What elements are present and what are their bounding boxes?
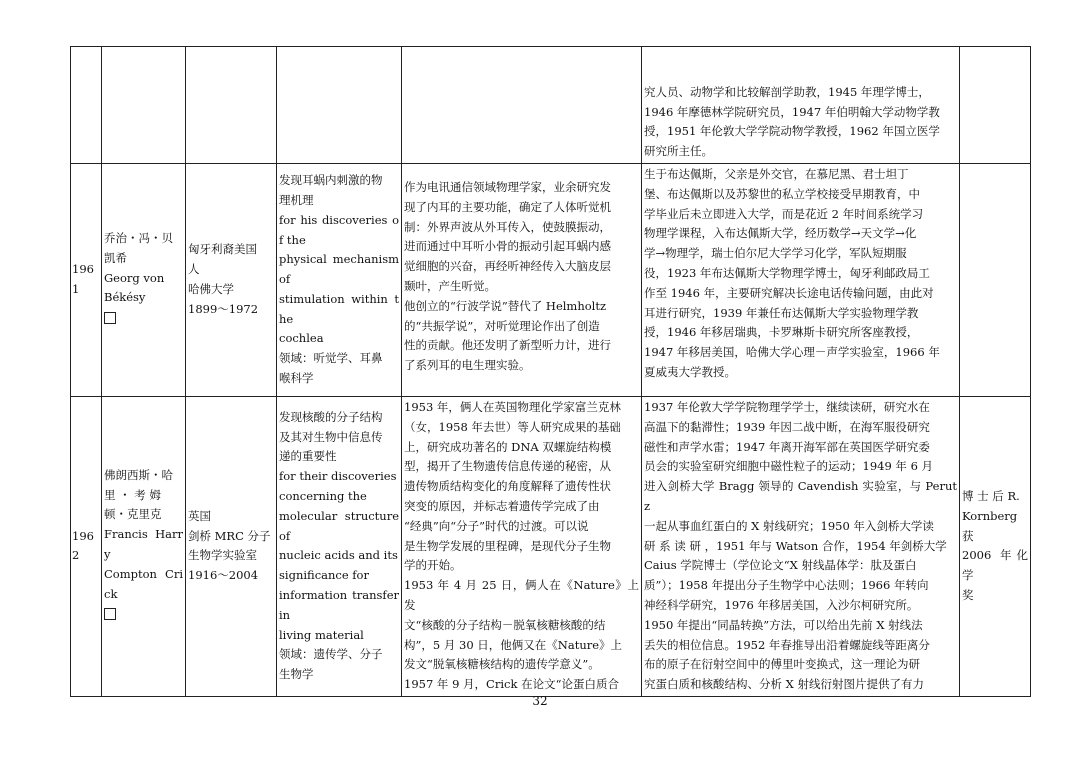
text-line: 授，1951 年伦敦大学学院动物学教授，1962 年国立医学 — [644, 124, 940, 139]
contribution-cell — [402, 164, 642, 397]
text-line: 乔治・冯・贝 — [104, 231, 173, 245]
table-row — [71, 47, 1031, 164]
text-line: 学→物理学，瑞士伯尔尼大学学习化学，军队短期服 — [644, 246, 907, 261]
text-line: 生物学 — [279, 667, 314, 682]
text-line: 型，揭开了生物遗传信息传递的秘密，从 — [404, 459, 611, 474]
text-line: 1953 年，俩人在英国物理化学家富兰克林 — [404, 400, 621, 414]
text-line: 质”）；1958 年提出分子生物学中心法则；1966 年转向 — [644, 578, 929, 593]
text-line: 顿・克里克 — [104, 507, 162, 522]
text-line: 物理学课程，入布达佩斯大学，经历数学→天文学→化 — [644, 226, 917, 241]
contribution-cell — [402, 47, 642, 164]
note-cell — [960, 47, 1031, 164]
laureate-name-cell — [102, 47, 186, 164]
text-line: significance for — [279, 568, 369, 583]
text-line: 性的贡献。他还发明了新型听力计，进行 — [404, 338, 611, 353]
text-line: 1899～1972 — [188, 301, 259, 316]
text-line: 作至 1946 年，主要研究解决长途电话传输问题，由此对 — [644, 285, 934, 300]
text-line: “经典”向“分子”时代的过渡。可以说 — [404, 518, 589, 533]
text-line: molecular structure of — [279, 508, 399, 543]
text-line: 发现核酸的分子结构 — [279, 409, 383, 424]
text-line: 博 士 后 R. — [962, 489, 1020, 504]
page-number: 32 — [532, 694, 548, 708]
text-line: 员会的实验室研究细胞中磁性粒子的运动；1949 年 6 月 — [644, 459, 934, 474]
text-line: 1957 年 9 月，Crick 在论文“论蛋白质合 — [404, 677, 619, 692]
checkbox-square-icon — [104, 312, 116, 324]
text-line: Francis Harry — [104, 527, 183, 561]
text-line: concerning the — [279, 489, 367, 504]
text-line: 学的开始。 — [404, 558, 462, 573]
text-line: 研究所主任。 — [644, 144, 713, 159]
text-line: 里 ・ 考 姆 — [104, 487, 161, 502]
laureate-name-cell — [102, 397, 186, 697]
text-line: physical mechanism of — [279, 252, 399, 287]
text-line: Georg von — [104, 270, 165, 285]
text-line: 发文“脱氧核糖核结构的遗传学意义”。 — [404, 657, 600, 672]
text-line: 上，研究成功著名的 DNA 双螺旋结构模 — [404, 439, 612, 454]
table-row — [71, 164, 1031, 397]
text-line: 一起从事血红蛋白的 X 射线研究；1950 年入剑桥大学读 — [644, 518, 934, 533]
text-line: 1946 年摩德林学院研究员，1947 年伯明翰大学动物学教 — [644, 104, 940, 119]
text-line: 突变的原因，并标志着遗传学完成了由 — [404, 498, 600, 513]
contribution-cell — [402, 397, 642, 697]
text-line: 匈牙利裔美国 — [188, 242, 257, 257]
nobel-laureates-table — [70, 46, 1031, 697]
text-line: 2006 年化学 — [962, 548, 1028, 583]
note-cell — [960, 164, 1031, 397]
text-line: 佛朗西斯・哈 — [104, 467, 173, 482]
text-line: 制：外界声波从外耳传入，使鼓膜振动， — [404, 219, 611, 234]
text-line: 1947 年移居美国，哈佛大学心理－声学实验室，1966 年 — [644, 345, 940, 360]
text-line: 理机理 — [279, 192, 314, 207]
country-institution-cell — [186, 397, 277, 697]
text-line: 授，1946 年移居瑞典，卡罗琳斯卡研究所客座教授， — [644, 325, 919, 340]
text-line: 生于布达佩斯，父亲是外交官，在慕尼黑、君士坦丁 — [644, 167, 909, 181]
prize-topic-cell — [277, 47, 402, 164]
year-cell: 1962 — [71, 397, 102, 697]
country-institution-cell — [186, 47, 277, 164]
text-line: cochlea — [279, 331, 324, 346]
text-line: 哈佛大学 — [188, 282, 234, 296]
text-line: 奖 — [962, 588, 974, 603]
text-line: Békésy — [104, 290, 146, 305]
text-line: Compton Crick — [104, 566, 183, 601]
prize-topic-cell — [277, 397, 402, 697]
year-cell: 1961 — [71, 164, 102, 397]
laureate-name-cell — [102, 164, 186, 397]
text-line: 觉细胞的兴奋，再经听神经传入大脑皮层 — [404, 259, 611, 274]
text-line: 1916～2004 — [188, 568, 259, 583]
biography-cell — [642, 47, 960, 164]
text-line: 堡、布达佩斯以及苏黎世的私立学校接受早期教育，中 — [644, 186, 920, 201]
text-line: 1950 年提出“同晶转换”方法，可以给出先前 X 射线法 — [644, 617, 923, 632]
text-line: 究蛋白质和核酸结构、分析 X 射线衍射图片提供了有力 — [644, 677, 924, 692]
text-line: 英国 — [188, 508, 211, 523]
text-line: 是生物学发展的里程碑，是现代分子生物 — [404, 538, 611, 553]
text-line: nucleic acids and its — [279, 548, 398, 563]
text-line: 1953 年 4 月 25 日，俩人在《Nature》上发 — [404, 578, 639, 612]
biography-cell — [642, 164, 960, 397]
text-line: （女，1958 年去世）等人研究成果的基础 — [404, 419, 621, 434]
text-line: Caius 学院博士（学位论文“X 射线晶体学：肽及蛋白 — [644, 558, 917, 573]
text-line: 剑桥 MRC 分子 — [188, 528, 271, 543]
text-line: 他创立的“行波学说”替代了 Helmholtz — [404, 298, 607, 313]
text-line: 布的原子在衍射空间中的傅里叶变换式，这一理论为研 — [644, 657, 920, 672]
text-line: 进入剑桥大学 Bragg 领导的 Cavendish 实验室，与 Perutz — [644, 479, 957, 513]
text-line: 递的重要性 — [279, 449, 337, 464]
text-line: 领域：听觉学、耳鼻 — [279, 351, 383, 366]
text-line: 文“核酸的分子结构－脱氧核糖核酸的结 — [404, 617, 606, 632]
checkbox-square-icon — [104, 608, 116, 620]
text-line: 进而通过中耳听小骨的振动引起耳蜗内感 — [404, 239, 611, 254]
text-line: Kornberg 获 — [962, 508, 1018, 543]
prize-topic-cell — [277, 164, 402, 397]
text-line: 丢失的相位信息。1952 年春推导出沿着螺旋线等距离分 — [644, 637, 930, 652]
note-cell — [960, 397, 1031, 697]
text-line: 学毕业后未立即进入大学，而是花近 2 年时间系统学习 — [644, 206, 924, 221]
text-line: 高温下的黏滞性；1939 年因二战中断，在海军服役研究 — [644, 419, 930, 434]
text-line: 颞叶，产生听觉。 — [404, 278, 496, 293]
text-line: living material — [279, 627, 364, 642]
text-line: 耳进行研究，1939 年兼任布达佩斯大学实验物理学教 — [644, 305, 919, 320]
biography-cell — [642, 397, 960, 697]
text-line: 作为电讯通信领域物理学家，业余研究发 — [404, 180, 611, 194]
text-line: 凯希 — [104, 250, 127, 265]
text-line: 研 系 读 研 ，1951 年与 Watson 合作，1954 年剑桥大学 — [644, 538, 947, 553]
text-line: 了系列耳的电生理实验。 — [404, 358, 531, 373]
text-line: 人 — [188, 262, 200, 277]
text-line: 夏威夷大学教授。 — [644, 364, 736, 379]
text-line: for his discoveries of the — [279, 212, 399, 247]
text-line: 役，1923 年布达佩斯大学物理学博士，匈牙利邮政局工 — [644, 265, 930, 280]
table-row — [71, 397, 1031, 697]
text-line: 领域：遗传学、分子 — [279, 647, 383, 662]
text-line: 现了内耳的主要功能，确定了人体听觉机 — [404, 199, 611, 214]
text-line: 神经科学研究，1976 年移居美国，入沙尔柯研究所。 — [644, 597, 919, 612]
text-line: 发现耳蜗内刺激的物 — [279, 173, 383, 188]
text-line: 生物学实验室 — [188, 548, 257, 563]
text-line: 遗传物质结构变化的角度解释了遗传性状 — [404, 479, 611, 494]
text-line: information transfer in — [279, 588, 399, 622]
text-line: 磁性和声学水雷；1947 年离开海军部在英国医学研究委 — [644, 439, 930, 454]
year-cell — [71, 47, 102, 164]
text-line: for their discoveries — [279, 469, 397, 484]
text-line: 及其对生物中信息传 — [279, 429, 383, 444]
text-line: 究人员、动物学和比较解剖学助教，1945 年理学博士， — [644, 84, 930, 99]
text-line: 的“共振学说”，对听觉理论作出了创造 — [404, 318, 600, 333]
text-line: 1937 年伦敦大学学院物理学学士，继续读研，研究水在 — [644, 400, 930, 414]
country-institution-cell — [186, 164, 277, 397]
text-line: 构”，5 月 30 日，他俩又在《Nature》上 — [404, 637, 623, 652]
text-line: stimulation within the — [279, 291, 399, 326]
text-line: 喉科学 — [279, 371, 314, 386]
